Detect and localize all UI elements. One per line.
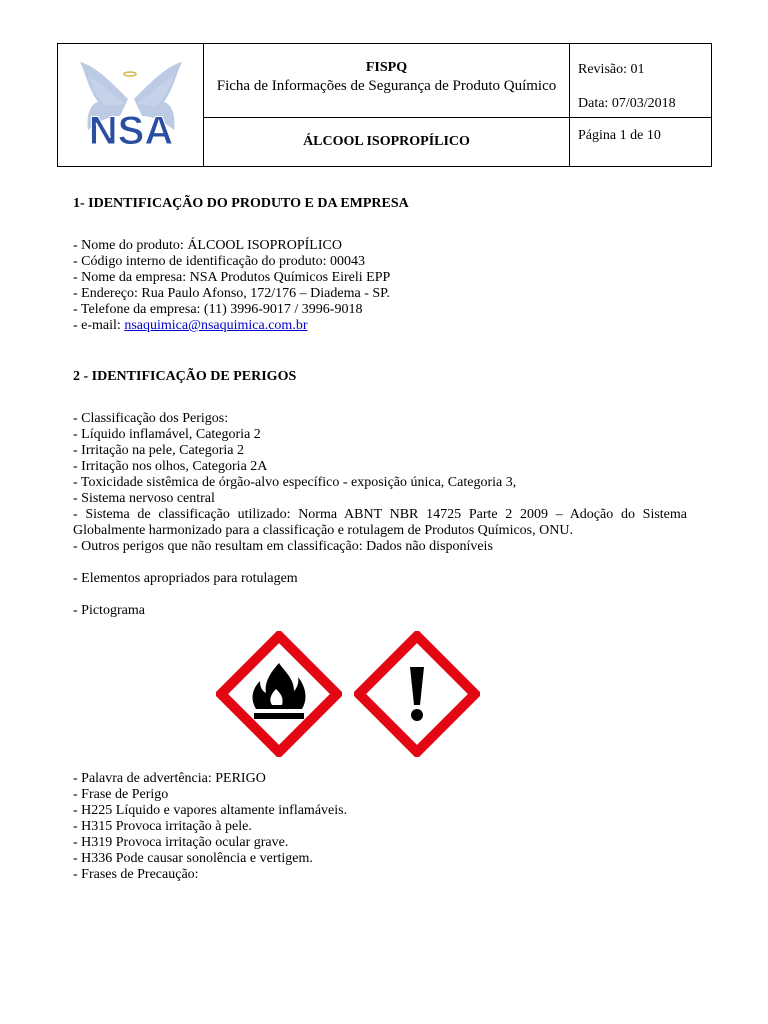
page-number: Página 1 de 10 bbox=[578, 128, 661, 143]
hazard-item: - Líquido inflamável, Categoria 2 bbox=[73, 427, 261, 442]
company-name-line: - Nome da empresa: NSA Produtos Químicos Eireli EPP bbox=[73, 270, 391, 285]
pictogram-row bbox=[216, 631, 687, 757]
label-elements-text: - Elementos apropriados para rotulagem bbox=[73, 571, 298, 586]
document-body bbox=[73, 196, 687, 883]
phone-line: - Telefone da empresa: (11) 3996-9017 / 3996-9018 bbox=[73, 302, 363, 317]
email-label: - e-mail: bbox=[73, 318, 125, 333]
logo-text: NSA bbox=[88, 109, 174, 153]
hazard-item: - Irritação nos olhos, Categoria 2A bbox=[73, 459, 268, 474]
other-hazards-text: - Outros perigos que não resultam em classificação: Dados não disponíveis bbox=[73, 539, 493, 554]
hazard-item: - Irritação na pele, Categoria 2 bbox=[73, 443, 245, 458]
classification-system-text: - Sistema de classificação utilizado: Norma ABNT NBR 14725 Parte 2 2009 – Adoção do Sistema Globalmente harmonizado para a classificação e rotulagem de Produtos Químicos, ONU. bbox=[73, 507, 687, 538]
precaution-label: - Frases de Precaução: bbox=[73, 867, 199, 882]
hazard-statement: - H315 Provoca irritação à pele. bbox=[73, 819, 252, 834]
product-code-line: - Código interno de identificação do produto: 00043 bbox=[73, 254, 365, 269]
pictogram-label: - Pictograma bbox=[73, 603, 145, 618]
hazard-item: - Sistema nervoso central bbox=[73, 491, 215, 506]
date: Data: 07/03/2018 bbox=[578, 96, 676, 111]
section-2-title: 2 - IDENTIFICAÇÃO DE PERIGOS bbox=[73, 369, 297, 384]
address-line: - Endereço: Rua Paulo Afonso, 172/176 – Diadema - SP. bbox=[73, 286, 390, 301]
flame-icon bbox=[216, 631, 342, 757]
signal-word: - Palavra de advertência: PERIGO bbox=[73, 771, 266, 786]
revision-cell bbox=[570, 44, 711, 118]
page-cell bbox=[570, 118, 711, 166]
hazard-statement: - H225 Líquido e vapores altamente inflamáveis. bbox=[73, 803, 348, 818]
revision: Revisão: 01 bbox=[578, 62, 645, 77]
hazard-statement: - H336 Pode causar sonolência e vertigem. bbox=[73, 851, 313, 866]
product-name: ÁLCOOL ISOPROPÍLICO bbox=[303, 134, 470, 149]
nsa-logo bbox=[58, 44, 204, 166]
email-line bbox=[73, 318, 687, 334]
logo-cell bbox=[58, 44, 204, 166]
product-name-line: - Nome do produto: ÁLCOOL ISOPROPÍLICO bbox=[73, 238, 342, 253]
doc-title: Ficha de Informações de Segurança de Produto Químico bbox=[216, 78, 557, 94]
hazard-item: - Toxicidade sistêmica de órgão-alvo específico - exposição única, Categoria 3, bbox=[73, 475, 517, 490]
email-link[interactable]: nsaquimica@nsaquimica.com.br bbox=[124, 318, 308, 333]
document-title-cell bbox=[204, 44, 570, 118]
hazard-statement: - H319 Provoca irritação ocular grave. bbox=[73, 835, 289, 850]
document-header bbox=[57, 43, 712, 167]
doc-code: FISPQ bbox=[365, 60, 408, 75]
product-name-cell bbox=[204, 118, 570, 166]
section-1-title: 1- IDENTIFICAÇÃO DO PRODUTO E DA EMPRESA bbox=[73, 196, 409, 211]
hazard-classification-label: - Classificação dos Perigos: bbox=[73, 411, 229, 426]
hazard-statement-label: - Frase de Perigo bbox=[73, 787, 169, 802]
exclamation-mark-icon bbox=[354, 631, 480, 757]
